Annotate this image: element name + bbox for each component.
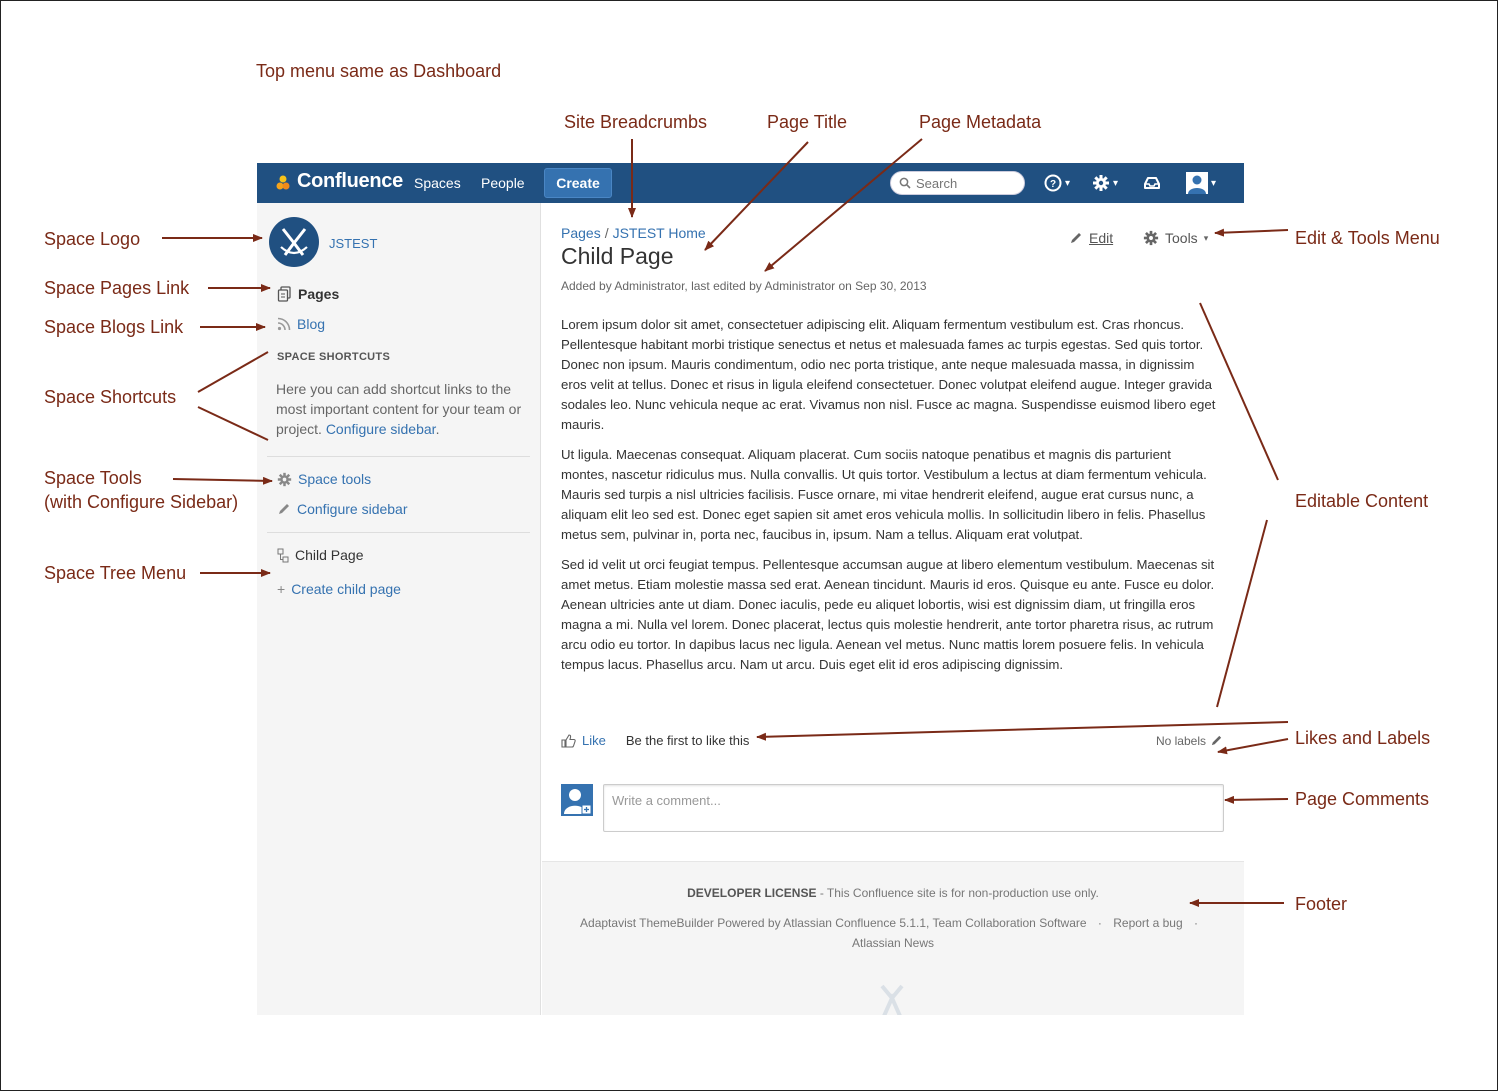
space-tools-label: Space tools <box>298 471 372 487</box>
body-paragraph: Lorem ipsum dolor sit amet, consectetuer adipiscing elit. Aliquam fermentum vestibulum est. Cras rhoncus. Pellentesque habitant morbi tristique senectus et netus et malesuada fames ac turpis egestas. Sed quis tortor. Donec non ipsum. Mauris condimentum, odio nec porta tristique, ante neque malesuada massa, in dignissim eros velit at tellus. Donec et risus in ligula eleifend consectetuer. Donec volutpat eleifend augue. Integer gravida sodales leo. Nunc vehicula neque ac erat. Vivamus non nisl. Fusce ac magna. Suspendisse euismod libero eget mauris. <box>561 317 1216 432</box>
nav-people[interactable]: People <box>481 175 525 191</box>
chevron-down-icon: ▾ <box>1211 177 1217 189</box>
pencil-icon <box>1210 734 1223 747</box>
space-sidebar <box>257 203 541 1015</box>
confluence-window <box>257 163 1244 1015</box>
like-button[interactable]: Like <box>582 733 606 748</box>
shortcuts-desc-period: . <box>435 421 440 437</box>
body-paragraph: Ut ligula. Maecenas consequat. Aliquam placerat. Cum sociis natoque penatibus et magnis dis parturient montes, nascetur ridiculus mus. Nulla convallis. Ut quis tortor. Vestibulum a lectus at diam fermentum vehicula. Mauris sed turpis a nisl ultricies facilisis. Fusce ornare, mi vitae hendrerit eleifend, augue erat cursus nunc, a aliquam elit leo sed est. Donec eget sapien sit amet eros vehicula mollis. In sollicitudin libero in felis. Phasellus metus sem, pulvinar in, porta nec, faucibus in, ipsum. Nam a tellus. Aliquam erat volutpat. <box>561 447 1207 542</box>
license-label: DEVELOPER LICENSE <box>687 886 817 900</box>
plus-icon: + <box>277 581 286 597</box>
user-menu[interactable] <box>1186 172 1216 194</box>
sidebar-divider <box>267 532 530 533</box>
annotation-space-pages-link: Space Pages Link <box>44 278 190 298</box>
create-child-page-button[interactable] <box>277 581 401 597</box>
breadcrumb-separator: / <box>604 225 609 241</box>
tree-node-icon <box>277 548 289 563</box>
tools-label: Tools <box>1165 230 1198 246</box>
confluence-logo-icon <box>275 173 293 191</box>
tree-item-label: Child Page <box>295 547 364 563</box>
footer-separator: · <box>1097 916 1102 930</box>
annotation-space-tools-sub: (with Configure Sidebar) <box>44 492 239 512</box>
annotation-space-tools: Space Tools <box>44 468 142 488</box>
chevron-down-icon: ▾ <box>1203 232 1209 243</box>
search-icon <box>899 177 911 189</box>
sidebar-divider <box>267 456 530 457</box>
search-box[interactable] <box>890 171 1025 195</box>
configure-sidebar-button[interactable] <box>277 501 408 517</box>
space-logo[interactable] <box>269 217 319 267</box>
user-avatar-icon <box>561 784 593 816</box>
tools-menu-button[interactable] <box>1143 230 1208 246</box>
space-shortcuts-heading: SPACE SHORTCUTS <box>277 351 391 363</box>
breadcrumb <box>561 225 706 241</box>
confluence-brand-text: Confluence <box>297 170 403 192</box>
confluence-logo[interactable] <box>275 170 403 193</box>
svg-text:?: ? <box>1049 179 1057 190</box>
annotation-page-comments: Page Comments <box>1295 789 1430 809</box>
annotation-edit-tools-menu: Edit & Tools Menu <box>1295 228 1440 248</box>
sidebar-item-blog[interactable] <box>277 316 325 332</box>
chevron-down-icon: ▾ <box>1113 177 1119 189</box>
atlassian-logo-icon <box>874 980 910 1015</box>
body-paragraph: Sed id velit ut orci feugiat tempus. Pellentesque accumsan augue at libero elementum vestibulum. Maecenas sit amet metus. Etiam molestie massa sed erat. Aenean tincidunt. Mauris id eros. Quisque eu ante. Fusce eu dolor. Aenean ultricies ante ut diam. Donec iaculis, pede eu aliquet lobortis, wisi est dignissim diam, ut fringilla eros magna a mi. Nulla vel lorem. Donec placerat, lectus quis molestie hendrerit, ante tortor pharetra risus, ac rutrum arcu odio eu tortor. In dapibus lacus nec ligula. Aenean vel metus. Nunc mattis lorem posuere felis. In vehicula tempus lacus. Phasellus arcu. Nam ut arcu. Duis eget elit id eros adipiscing dignissim. <box>561 557 1215 672</box>
create-child-page-label: Create child page <box>291 581 401 597</box>
edit-label: Edit <box>1089 230 1114 246</box>
configure-sidebar-inline-link[interactable]: Configure sidebar <box>325 421 436 437</box>
space-name-link[interactable]: JSTEST <box>329 236 378 251</box>
page-title: Child Page <box>561 243 674 269</box>
chevron-down-icon: ▾ <box>1065 177 1071 189</box>
footer-links <box>542 916 1244 930</box>
create-button[interactable]: Create <box>544 168 612 198</box>
top-navigation-bar <box>257 163 1244 203</box>
sidebar-item-pages-label: Pages <box>298 286 340 302</box>
annotation-page-title: Page Title <box>767 112 848 132</box>
labels-area[interactable] <box>1156 734 1223 748</box>
annotation-footer: Footer <box>1295 894 1348 914</box>
help-menu[interactable] <box>1044 172 1070 194</box>
help-icon <box>1044 174 1062 192</box>
space-shortcuts-description <box>276 379 526 439</box>
sidebar-item-blog-label: Blog <box>297 316 326 332</box>
space-logo-icon <box>269 217 319 267</box>
configure-sidebar-label: Configure sidebar <box>297 501 408 517</box>
edit-button[interactable] <box>1069 230 1113 246</box>
shortcuts-desc-text: Here you can add shortcut links to the most important content for your team or project. <box>276 381 522 437</box>
annotation-space-logo: Space Logo <box>44 229 141 249</box>
annotation-site-breadcrumbs: Site Breadcrumbs <box>564 112 708 132</box>
gear-icon <box>1143 230 1159 246</box>
gear-icon <box>277 472 292 487</box>
settings-menu[interactable] <box>1092 172 1118 194</box>
annotation-likes-labels: Likes and Labels <box>1295 728 1431 748</box>
thumbs-up-icon[interactable] <box>561 734 576 748</box>
rss-icon <box>277 317 291 331</box>
pages-icon <box>277 286 292 302</box>
pencil-icon <box>277 502 291 516</box>
gear-icon <box>1092 174 1110 192</box>
license-notice <box>542 886 1244 900</box>
annotation-page-metadata: Page Metadata <box>919 112 1042 132</box>
likes-labels-bar <box>561 733 1223 748</box>
nav-spaces[interactable]: Spaces <box>414 175 461 191</box>
like-message: Be the first to like this <box>625 733 750 748</box>
search-input[interactable] <box>916 176 1016 191</box>
inbox-icon <box>1143 175 1161 191</box>
main-content <box>542 203 1244 861</box>
breadcrumb-space-home[interactable]: JSTEST Home <box>612 225 706 241</box>
space-tools-button[interactable] <box>277 471 371 487</box>
comment-input[interactable]: Write a comment... <box>603 784 1224 832</box>
page-metadata: Added by Administrator, last edited by Administrator on Sep 30, 2013 <box>561 279 927 293</box>
footer-separator: · <box>1193 916 1198 930</box>
report-bug-link[interactable]: Report a bug <box>1113 916 1183 930</box>
commenter-avatar <box>561 784 593 816</box>
annotation-top-menu: Top menu same as Dashboard <box>256 61 502 81</box>
breadcrumb-pages[interactable]: Pages <box>561 225 601 241</box>
powered-by-link[interactable]: Adaptavist ThemeBuilder Powered by Atlassian Confluence 5.1.1, Team Collaboration Software <box>580 916 1087 930</box>
tree-item-child-page[interactable] <box>277 547 364 563</box>
annotation-space-blogs-link: Space Blogs Link <box>44 317 184 337</box>
annotation-space-shortcuts: Space Shortcuts <box>44 387 177 407</box>
labels-text: No labels <box>1155 733 1206 748</box>
workbox-button[interactable] <box>1143 172 1161 194</box>
license-text: - This Confluence site is for non-production use only. <box>816 886 1099 900</box>
sidebar-item-pages[interactable] <box>277 286 339 302</box>
pencil-icon <box>1069 231 1083 245</box>
atlassian-news-link[interactable]: Atlassian News <box>851 936 935 950</box>
page-footer <box>542 861 1244 1015</box>
annotation-editable-content: Editable Content <box>1295 491 1429 511</box>
user-avatar-icon <box>1186 172 1208 194</box>
page-body <box>561 315 1221 685</box>
annotation-space-tree-menu: Space Tree Menu <box>44 563 187 583</box>
